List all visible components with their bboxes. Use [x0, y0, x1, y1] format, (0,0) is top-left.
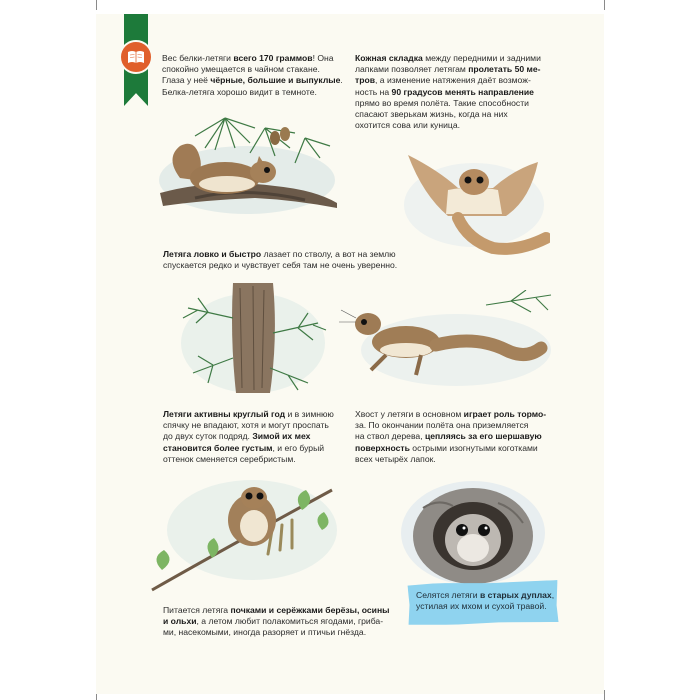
- text-tail: Хвост у летяги в основном играет роль тормо- за. По окончании полёта она приземляется на ствол дерева, цепляясь за его шершавую поверхность острыми изогнутыми коготками всех четырёх лапок.: [355, 409, 547, 464]
- squirrel-on-branch-illustration: [155, 108, 340, 223]
- tree-trunk-illustration: [178, 278, 328, 398]
- gliding-squirrel-illustration: [398, 150, 550, 255]
- text-hollows: Селятся летяги в старых дуплах, устилая их мхом и сухой травой.: [416, 590, 555, 612]
- crop-mark: [604, 690, 605, 700]
- text-skin-fold: Кожная складка между передними и задними лапками позволяет летягам пролетать 50 ме- тров, а изменение натяжения даёт возмож- ность на 90 градусов менять направление прямо во время полёта. Такие способности спасают зверькам жизнь, когда на них охотится сова или куница.: [355, 53, 541, 131]
- squirrel-eating-illustration: [142, 470, 342, 595]
- crop-mark: [96, 0, 97, 10]
- squirrel-in-hollow-illustration: [398, 478, 548, 588]
- text-weight: Вес белки-летяги всего 170 граммов! Она спокойно умещается в чайном стакане. Глаза у неё чёрные, большие и выпуклые. Белка-летяга хорошо видит в темноте.: [162, 53, 343, 97]
- book-icon: [119, 40, 153, 74]
- text-diet: Питается летяга почками и серёжками берёзы, осины и ольхи, а летом любит полакомиться ягодами, гриба- ми, насекомыми, иногда разоряет и птичьи гнёзда.: [163, 605, 390, 638]
- running-squirrel-illustration: [336, 290, 554, 390]
- text-climbing: Летяга ловко и быстро лазает по стволу, а вот на землю спускается редко и чувствует себя там не очень уверенно.: [163, 249, 398, 271]
- text-winter: Летяги активны круглый год и в зимнюю спячку не впадают, хотя и могут проспать до двух суток подряд. Зимой их мех становится более густым, и его бурый оттенок сменяется серебристым.: [163, 409, 334, 464]
- crop-mark: [604, 0, 605, 10]
